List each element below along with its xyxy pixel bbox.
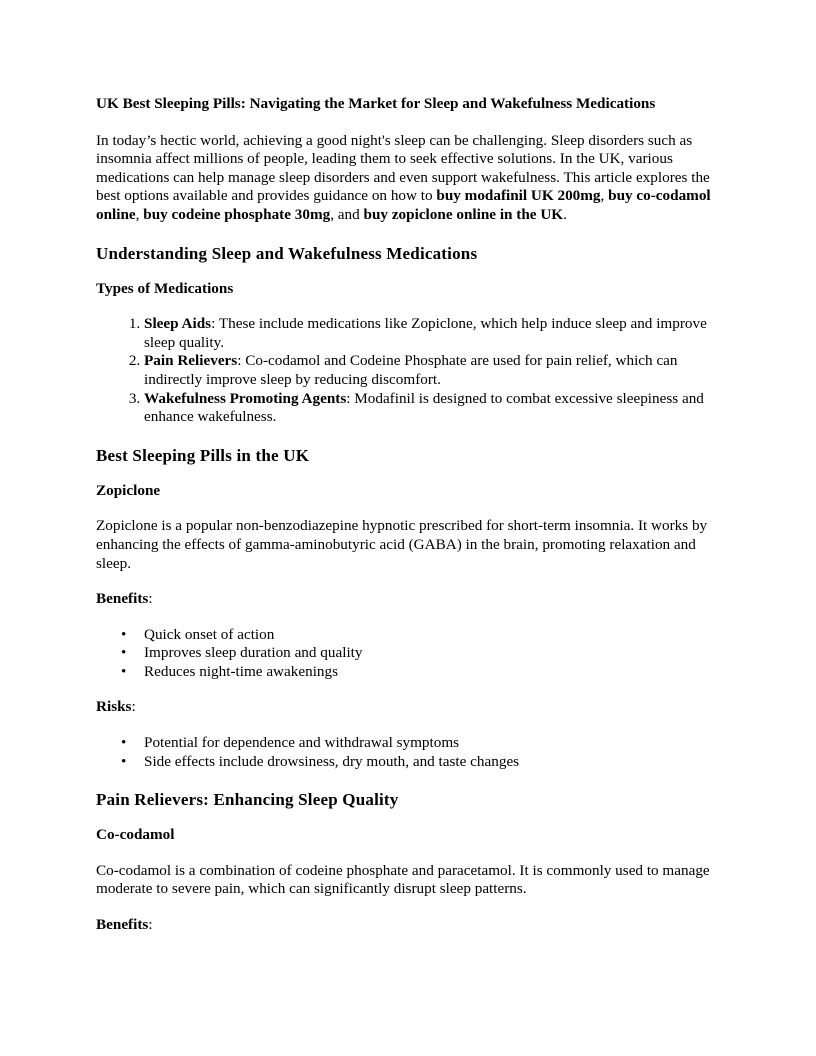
list-item-term: Wakefulness Promoting Agents [144,389,347,407]
list-item-text: : Modafinil is designed to combat excessive sleepiness and enhance wakefulness. [144,389,704,426]
list-item-text: : These include medications like Zopiclone, which help induce sleep and improve sleep quality. [144,315,707,351]
subheading-co-codamol: Co-codamol [96,826,175,844]
co-codamol-benefits-label: Benefits: [96,916,153,934]
list-item: • Improves sleep duration and quality [144,644,726,663]
intro-paragraph: In today’s hectic world, achieving a good night's sleep can be challenging. Sleep disorders such as insomnia affect millions of people, leading them to seek effective solutions. In the UK, various medications can help manage sleep disorders and even support wakefulness. This article explores the best options available and provides guidance on how to buy modafinil UK 200mg, buy co-codamol online, buy codeine phosphate 30mg, and buy zopiclone online in the UK. [96,131,711,223]
zopiclone-description: Zopiclone is a popular non-benzodiazepine hypnotic prescribed for short-term insomnia. It works by enhancing the effects of gamma-aminobutyric acid (GABA) in the brain, promoting relaxation and sleep. [96,517,708,572]
section-heading-understanding: Understanding Sleep and Wakefulness Medications [96,243,478,263]
section-heading-best-pills: Best Sleeping Pills in the UK [96,445,310,465]
benefits-list [96,626,726,682]
risks-label: Risks: [96,698,136,716]
link-buy-codeine: buy codeine phosphate 30mg [143,205,331,223]
list-item: • Quick onset of action [144,626,726,645]
list-item: • Reduces night-time awakenings [144,663,726,682]
medication-types-list [96,315,726,427]
link-buy-zopiclone: buy zopiclone online in the UK [363,205,564,223]
list-item [144,390,726,427]
link-buy-co-codamol: buy co-codamol online [96,187,711,223]
risks-list [96,734,726,771]
benefits-label: Benefits: [96,590,153,608]
list-item-term: Pain Relievers [144,352,238,370]
document-page [96,95,726,935]
subheading-zopiclone: Zopiclone [96,481,161,499]
co-codamol-description: Co-codamol is a combination of codeine phosphate and paracetamol. It is commonly used to manage moderate to severe pain, which can significantly disrupt sleep patterns. [96,861,710,898]
list-item-text: : Co-codamol and Codeine Phosphate are used for pain relief, which can indirectly improve sleep by reducing discomfort. [144,352,678,388]
document-title: UK Best Sleeping Pills: Navigating the Market for Sleep and Wakefulness Medications [96,95,656,112]
list-item [144,315,726,352]
section-heading-pain-relievers: Pain Relievers: Enhancing Sleep Quality [96,790,399,810]
subheading-types: Types of Medications [96,279,234,297]
list-item-term: Sleep Aids [144,315,212,333]
list-item [144,352,726,389]
list-item: • Side effects include drowsiness, dry mouth, and taste changes [144,753,726,772]
list-item: • Potential for dependence and withdrawal symptoms [144,734,726,753]
link-buy-modafinil: buy modafinil UK 200mg [436,187,601,205]
intro-text: In today’s hectic world, achieving a good night's sleep can be challenging. Sleep disorders such as insomnia affect millions of people, leading them to seek effective solutions. In the UK, various medications can help manage sleep disorders and even support wakefulness. This article explores the best options available and provides guidance on how to [96,131,710,205]
